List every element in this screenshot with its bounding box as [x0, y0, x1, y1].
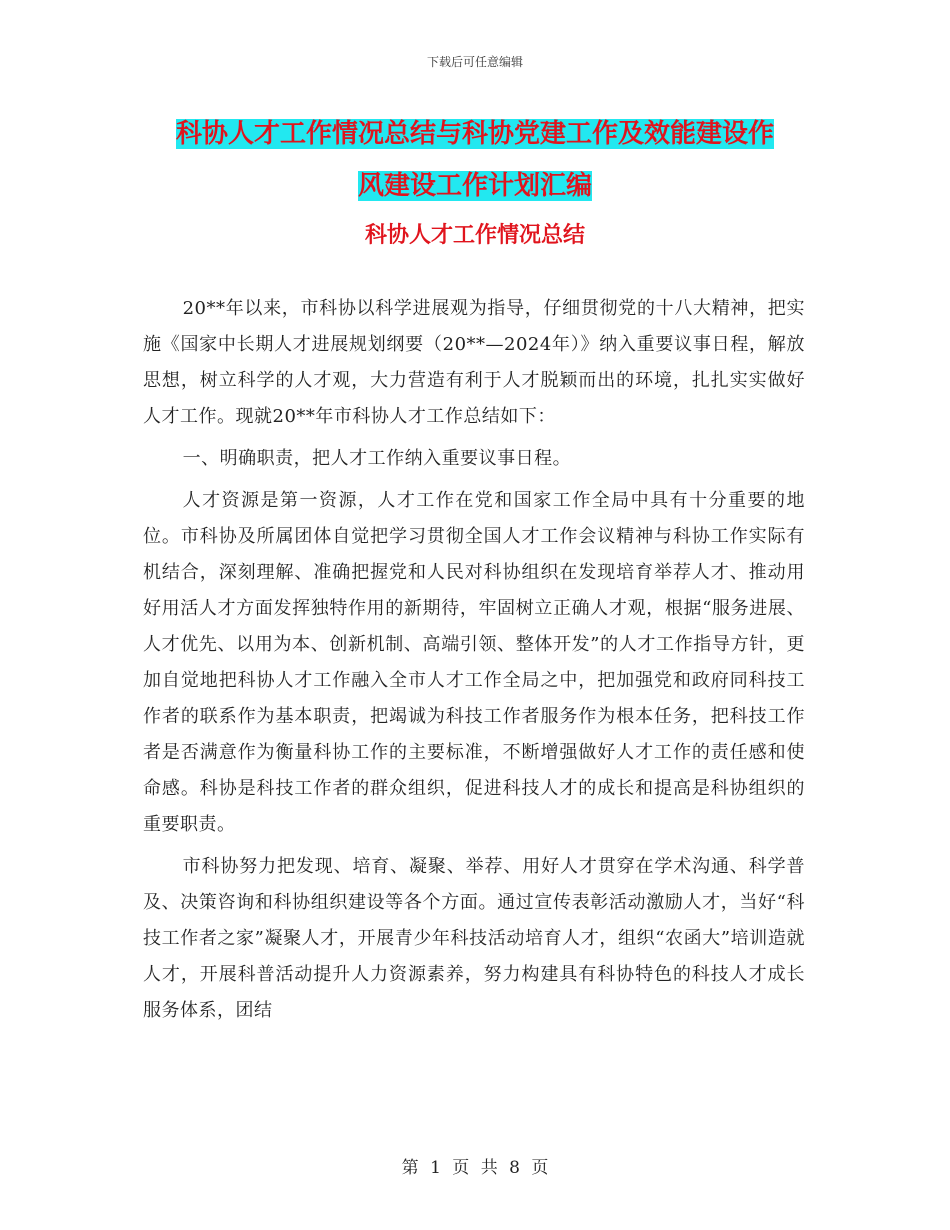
paragraph-talent-resources: 人才资源是第一资源，人才工作在党和国家工作全局中具有十分重要的地位。市科协及所属团体自觉把学习贯彻全国人才工作会议精神与科协工作实际有机结合，深刻理解、准确把握党和人民对科协组织在发现培育举荐人才、推动用好用活人才方面发挥独特作用的新期待，牢固树立正确人才观，根据“服务进展、人才优先、以用为本、创新机制、高端引领、整体开发”的人才工作指导方针，更加自觉地把科协人才工作融入全市人才工作全局之中，把加强党和政府同科技工作者的联系作为基本职责，把竭诚为科技工作者服务作为根本任务，把科技工作者是否满意作为衡量科协工作的主要标准，不断增强做好人才工作的责任感和使命感。科协是科技工作者的群众组织，促进科技人才的成长和提高是科协组织的重要职责。 — [143, 490, 805, 835]
page-number-footer: 第 1 页 共 8 页 — [401, 1158, 549, 1178]
document-title — [140, 108, 810, 212]
document-body — [143, 291, 805, 1035]
document-title-line-1: 科协人才工作情况总结与科协党建工作及效能建设作 — [175, 119, 774, 149]
paragraph-talent-service: 市科协努力把发现、培育、凝聚、举荐、用好人才贯穿在学术沟通、科学普及、决策咨询和科协组织建设等各个方面。通过宣传表彰活动激励人才，当好“科技工作者之家”凝聚人才，开展青少年科技活动培育人才，组织“农函大”培训造就人才，开展科普活动提升人力资源素养，努力构建具有科协特色的科技人才成长服务体系，团结 — [143, 856, 805, 1021]
document-title-line-2: 风建设工作计划汇编 — [357, 171, 592, 201]
page-header-note: 下载后可任意编辑 — [426, 55, 523, 69]
paragraph-heading-1: 一、明确职责，把人才工作纳入重要议事日程。 — [182, 448, 572, 469]
paragraph-intro: 20**年以来，市科协以科学进展观为指导，仔细贯彻党的十八大精神，把实施《国家中长期人才进展规划纲要（20**—2024年）》纳入重要议事日程，解放思想，树立科学的人才观，大力营造有利于人才脱颖而出的环境，扎扎实实做好人才工作。现就20**年市科协人才工作总结如下： — [143, 298, 805, 427]
section-title: 科协人才工作情况总结 — [364, 223, 585, 248]
